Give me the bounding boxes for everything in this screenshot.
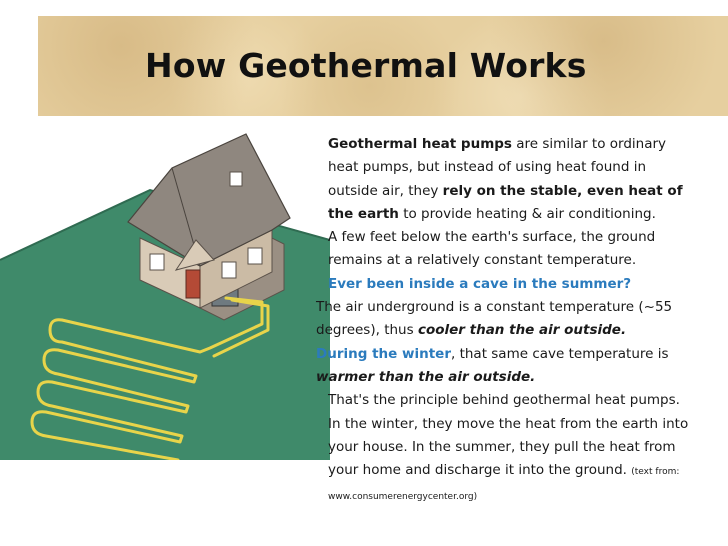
source-citation: (text from: www.consumerenergycenter.org) xyxy=(328,467,680,503)
paragraph-heat-pumps xyxy=(316,133,696,226)
house-window-right-1 xyxy=(222,262,236,278)
text-p1b: to provide heating & air conditioning. xyxy=(398,205,656,222)
house-window-left xyxy=(150,254,164,270)
text-warmer-outside: warmer than the air outside. xyxy=(316,368,536,385)
paragraph-winter xyxy=(316,343,696,390)
paragraph-earth-surface: A few feet below the earth's surface, the ground remains at a relatively constant temperature. xyxy=(328,229,656,269)
geothermal-house-ground-loop-icon xyxy=(0,120,330,460)
text-p5a: , that same cave temperature is xyxy=(450,345,669,362)
text-principle: That's the principle behind geothermal heat pumps. In the winter, they move the heat from the earth into your house. In the summer, they pull the heat from your home and discharge it into the ground. xyxy=(328,392,689,479)
text-bold-heat-pumps: Geothermal heat pumps xyxy=(328,136,512,152)
text-cave-question: Ever been inside a cave in the summer? xyxy=(328,275,632,292)
paragraph-principle xyxy=(316,389,696,509)
text-bold-stable-heat: rely on the stable, even heat of the earth xyxy=(328,182,683,222)
paragraph-underground-air xyxy=(316,296,696,343)
front-door xyxy=(186,270,200,298)
text-p4a: The air underground is a constant temperature (~55 degrees), thus xyxy=(316,299,673,339)
text-p1a: are similar to ordinary heat pumps, but instead of using heat found in outside air, they xyxy=(328,136,667,199)
attic-window xyxy=(230,172,242,186)
house-window-right-2 xyxy=(248,248,262,264)
text-cooler-outside: cooler than the air outside. xyxy=(417,322,627,339)
slide-title: How Geothermal Works xyxy=(145,46,587,85)
text-during-winter: During the winter xyxy=(316,345,451,362)
body-text xyxy=(316,133,696,510)
paragraph-cave-question xyxy=(316,273,696,296)
